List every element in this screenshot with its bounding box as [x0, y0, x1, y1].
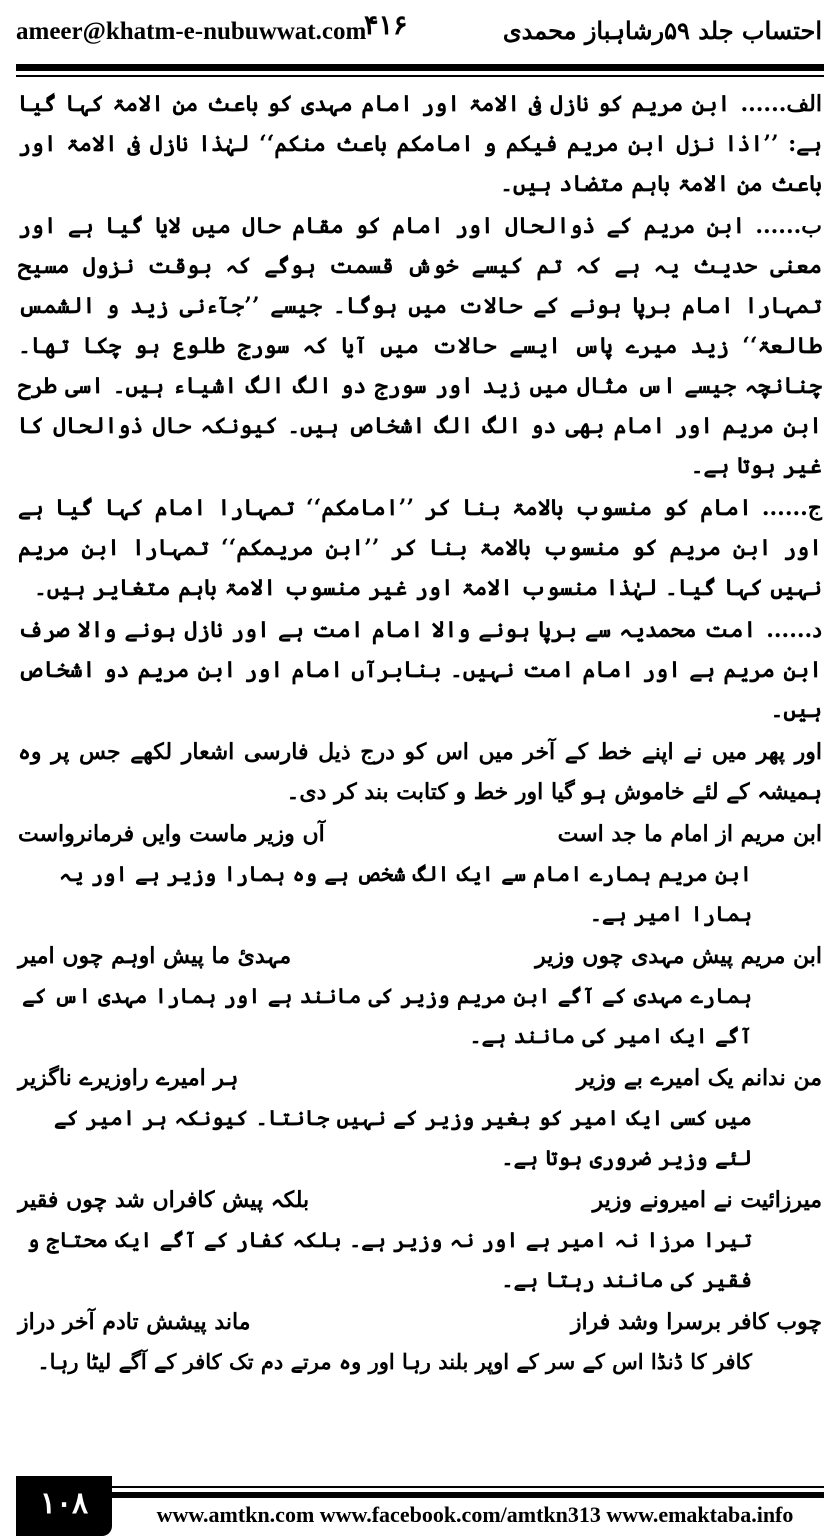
page-body: [18, 84, 822, 1382]
verse-translation: ابن مریم ہمارے امام سے ایک الگ شخص ہے وہ ہمارا وزیر ہے اور یہ ہمارا امیر ہے۔: [59, 861, 752, 926]
header-page-number: ۴۱۶: [364, 10, 408, 41]
verse-second-half: ماند پیشش تادم آخر دراز: [18, 1309, 251, 1335]
paragraph-marker: الف......: [740, 91, 822, 117]
paragraph-text: امام کو منسوب بالامۃ بنا کر ’’امامکم‘‘ تمہارا امام کہا گیا ہے اور ابن مریم کو منسوب بالامۃ بنا کر ’’ابن مریمکم‘‘ تمہارا ابن مریم نہیں کہا گیا۔ لہٰذا منسوب الامۃ اور غیر منسوب الامۃ باہم متغایر ہیں۔: [18, 495, 822, 601]
verse-couplet: [18, 1302, 822, 1342]
header-book-title: احتساب جلد ۵۹رشاہباز محمدی: [502, 16, 822, 45]
verse-couplet: [18, 1180, 822, 1220]
verse-couplet: [18, 1058, 822, 1098]
paragraph-intro-verses: [18, 732, 822, 812]
footer-page-badge: ۱۰۸: [16, 1476, 112, 1536]
paragraph-dal: [18, 610, 822, 730]
paragraph-text: اور پھر میں نے اپنے خط کے آخر میں اس کو درج ذیل فارسی اشعار لکھے جس پر وہ ہمیشہ کے لئے خاموش ہو گیا اور خط و کتابت بند کر دی۔: [18, 739, 822, 805]
paragraph-text: ابن مریم کے ذوالحال اور امام کو مقام حال میں لایا گیا ہے اور معنی حدیث یہ ہے کہ تم کیسے خوش قسمت ہوگے کہ بوقت نزول مسیح تمہارا امام برپا ہونے کے حالات میں ہوگا۔ جیسے ’’جآءنی زید و الشمس طالعۃ‘‘ زید میرے پاس ایسے حالات میں آیا کہ سورج طلوع ہو چکا تھا۔ چنانچہ جیسے اس مثال میں زید اور سورج دو الگ الگ اشیاء ہیں۔ اسی طرح ابن مریم اور امام بھی دو الگ الگ اشخاص ہیں۔ کیونکہ حال ذوالحال کا غیر ہوتا ہے۔: [18, 213, 822, 479]
verse-couplet: [18, 814, 822, 854]
header-rule-thin: [16, 75, 824, 77]
verse-second-half: آں وزیر ماست وایں فرمانرواست: [18, 821, 325, 847]
verse-first-half: ابن مریم از امام ما جد است: [557, 821, 822, 847]
paragraph-marker: ب......: [755, 213, 822, 239]
verse-first-half: میرزائیت نے امیرونے وزیر: [592, 1187, 822, 1213]
paragraph-marker: ج......: [761, 495, 822, 521]
verse-2: [18, 936, 822, 1056]
header-rule-thick: [16, 64, 824, 71]
paragraph-jeem: [18, 488, 822, 608]
verse-translation: میں کسی ایک امیر کو بغیر وزیر کے نہیں جانتا۔ کیونکہ ہر امیر کے لئے وزیر ضروری ہوتا ہے۔: [54, 1105, 752, 1170]
verse-second-half: بلکہ پیش کافراں شد چوں فقیر: [18, 1187, 310, 1213]
paragraph-text: ابن مریم کو نازل فی الامۃ اور امام مہدی کو باعث من الامۃ کہا گیا ہے: ’’اذا نزل ابن مریم فیکم و امامکم باعث منکم‘‘ لہٰذا نازل فی الامۃ اور باعث من الامۃ باہم متضاد ہیں۔: [18, 91, 822, 197]
footer-rule-thick: [16, 1492, 824, 1498]
verse-first-half: من ندانم یک امیرے بے وزیر: [576, 1065, 822, 1091]
verse-translation: ہمارے مہدی کے آگے ابن مریم وزیر کی مانند ہے اور ہمارا مہدی اس کے آگے ایک امیر کی مانند ہے۔: [22, 983, 752, 1048]
page-header: [0, 0, 840, 64]
paragraph-alif: [18, 84, 822, 204]
header-email: ameer@khatm-e-nubuwwat.com: [16, 18, 367, 45]
verse-3: [18, 1058, 822, 1178]
verse-first-half: ابن مریم پیش مہدی چوں وزیر: [535, 943, 822, 969]
footer-links: www.amtkn.com www.facebook.com/amtkn313 www.emaktaba.info: [156, 1502, 794, 1527]
paragraph-be: [18, 206, 822, 486]
page-footer: [16, 1476, 824, 1540]
verse-1: [18, 814, 822, 934]
verse-4: [18, 1180, 822, 1300]
verse-second-half: ہر امیرے راوزیرے ناگزیر: [18, 1065, 239, 1091]
verse-couplet: [18, 936, 822, 976]
verse-translation: تیرا مرزا نہ امیر ہے اور نہ وزیر ہے۔ بلکہ کفار کے آگے ایک محتاج و فقیر کی مانند رہتا ہے۔: [27, 1227, 752, 1292]
verse-second-half: مہدیٔ ما پیش اوہم چوں امیر: [18, 943, 292, 969]
footer-rule-thin: [16, 1486, 824, 1488]
verse-5: [18, 1302, 822, 1382]
verse-translation: کافر کا ڈنڈا اس کے سر کے اوپر بلند رہا اور وہ مرتے دم تک کافر کے آگے لیٹا رہا۔: [37, 1349, 752, 1374]
paragraph-marker: د......: [766, 617, 822, 643]
verse-first-half: چوب کافر برسرا وشد فراز: [570, 1309, 822, 1335]
paragraph-text: امت محمدیہ سے برپا ہونے والا امام امت ہے اور نازل ہونے والا صرف ابن مریم ہے اور امام امت نہیں۔ بنابرآں امام اور ابن مریم دو اشخاص ہیں۔: [18, 617, 822, 723]
